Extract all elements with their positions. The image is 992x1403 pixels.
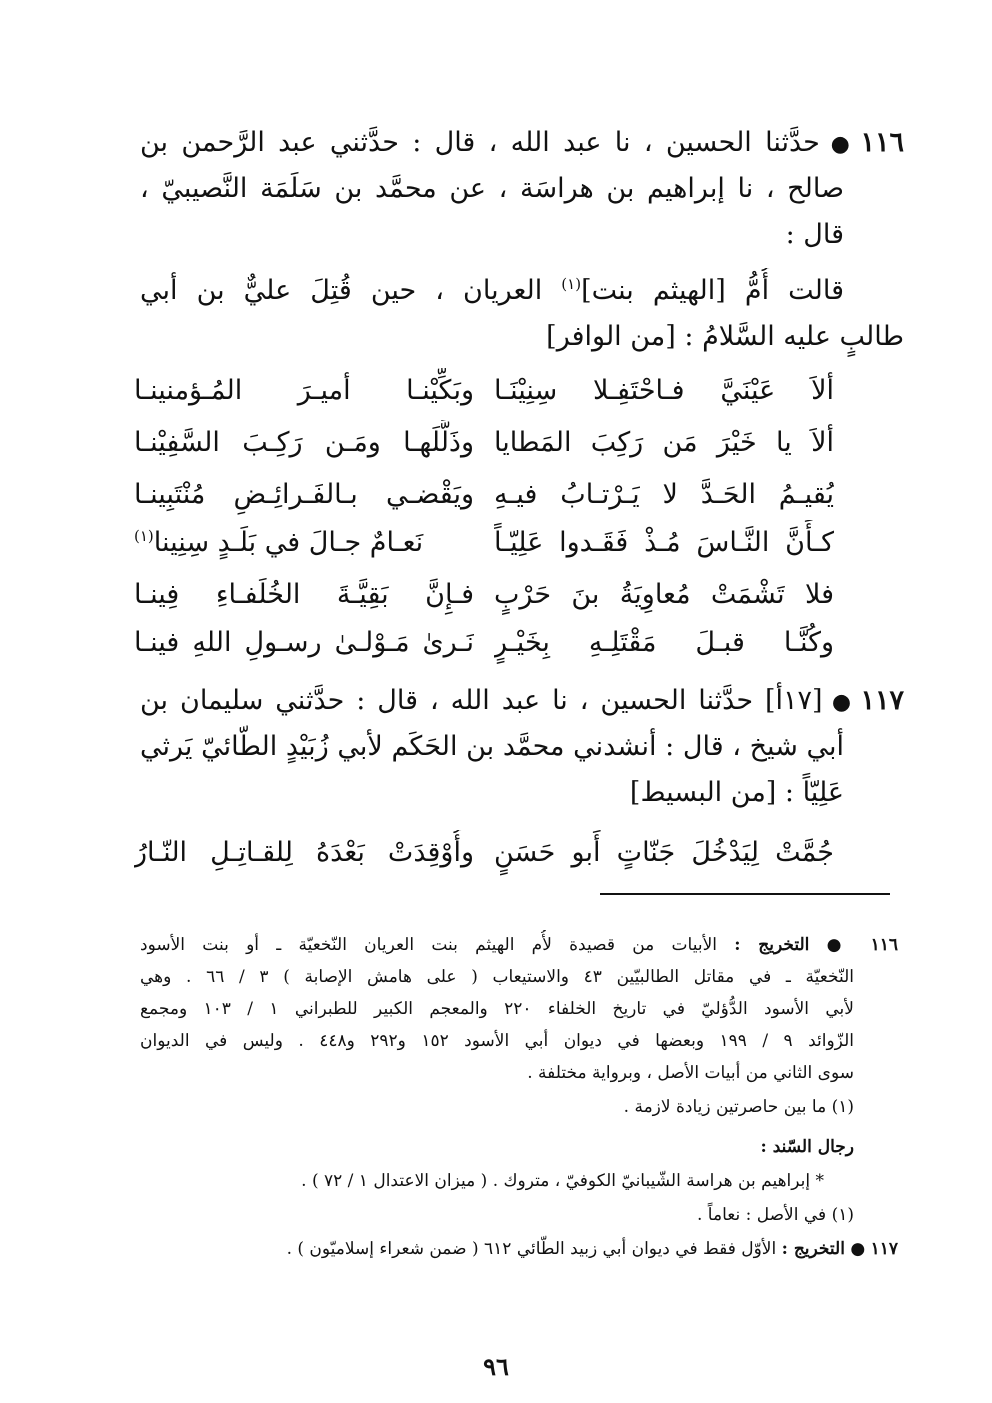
verse-4-footnote-ref: (١) — [134, 527, 154, 545]
bullet-icon: ● — [825, 132, 855, 157]
footnote-116-number: ١١٦ — [870, 935, 898, 955]
footnote-116-line-2: النّخعيّة ـ في مقاتل الطالبيّين ٤٣ والاستيعاب ( على هامش الإصابة ) ٣ / ٦٦ . وهي — [140, 967, 854, 987]
entry-117-folio: [١٧أ] — [764, 685, 823, 716]
entry-116-text-1: حدَّثنا الحسين ، نا عبد الله ، قال : حدَّثني عبد الرَّحمن بن — [140, 127, 820, 158]
rijal-label: رجال السّند : — [760, 1137, 854, 1157]
footnote-116-line-5: سوى الثاني من أبيات الأصل ، وبرواية مختلفة . — [527, 1063, 854, 1083]
verse-5-second-hemistich: فـإِنَّ بَقِيَّـةَ الخُلَفـاءِ فِينـا — [134, 579, 474, 610]
verse-4-second-hemistich — [134, 520, 474, 566]
verse-6-second-hemistich: نَـرىٰ مَـوْلـىٰ رسـولِ اللهِ فينـا — [134, 627, 474, 658]
verse-3 — [134, 472, 834, 518]
bullet-icon: ● — [826, 935, 854, 955]
entry-117-number: ١١٧ — [860, 685, 904, 716]
footnote-divider — [600, 893, 890, 895]
footnote-116-text-1: الأبيات من قصيدة لأُم الهيثم بنت العريان النّخعيّة ـ أو بنت الأسود — [140, 935, 735, 955]
footnote-116-note-1: (١) ما بين حاصرتين زيادة لازمة . — [623, 1097, 854, 1117]
entry-117 — [140, 678, 904, 816]
footnote-116-line-1 — [140, 930, 898, 960]
verse-5-first-hemistich: فلا تَشْمَتْ مُعاوِيَةُ بنَ حَرْبٍ — [494, 579, 834, 610]
entry-117-text-1: حدَّثنا الحسين ، نا عبد الله ، قال : حدَّثني سليمان بن — [140, 685, 754, 716]
verse-2-first-hemistich: ألاَ يا خَيْرَ مَن رَكِبَ المَطايا — [494, 427, 834, 458]
verse-4-first-hemistich: كـأَنَّ النَّـاسَ مُـذْ فَقَـدوا عَلِيّـاً — [494, 527, 834, 558]
verse-3-second-hemistich: ويَقْضـي بـالفَـرائِـضِ مُنْتَبِينـا — [134, 479, 474, 510]
intro-line-1-a: قالت أُمُّ [الهيثم بنت] — [581, 275, 844, 306]
entry-117-line-1 — [140, 678, 904, 724]
entry-116 — [140, 120, 904, 258]
footnote-116-line-4: الزّوائد ٩ / ١٩٩ وبعضها في ديوان أبي الأسود ١٥٢ و٢٩٢ و٤٤٨ . وليس في الديوان — [140, 1031, 854, 1051]
entry-116-intro — [140, 268, 904, 360]
entry-116-number: ١١٦ — [860, 127, 904, 158]
entry-116-line-2: صالح ، نا إبراهيم بن هراسَة ، عن محمَّد بن سَلَمَة النَّصيبيّ ، — [140, 173, 844, 204]
verse-1-first-hemistich: ألاَ عَيْنَيَّ فـاحْتَفِـلا سِنِيْنَـا — [494, 375, 834, 406]
bullet-icon: ● — [850, 1239, 866, 1259]
verse-117-first-hemistich: جُمَّتْ لِيَدْخُلَ جَنّاتٍ أَبو حَسَنٍ — [494, 837, 834, 868]
verse-1 — [134, 368, 834, 414]
verse-2-second-hemistich: وذَلَّلَهـا ومَـن رَكِـبَ السَّفِيْنـا — [134, 427, 474, 458]
footnote-117 — [140, 1234, 898, 1264]
footnote-117-label: التخريج : — [781, 1239, 845, 1259]
verse-3-first-hemistich: يُقيـمُ الحَـدَّ لا يَـرْتـابُ فيـهِ — [494, 479, 834, 510]
verse-1-second-hemistich: وبَكِّيْنـا أميـرَ المُـؤمنينـا — [134, 375, 474, 406]
footnote-117-text: الأوّل فقط في ديوان أبي زبيد الطّائي ٦١٢ ( ضمن شعراء إسلاميّون ) . — [286, 1239, 782, 1259]
entry-116-line-3: قال : — [785, 219, 844, 250]
entry-117-line-2: أبي شيخ ، قال : أنشدني محمَّد بن الحَكَم لأبي زُبَيْدٍ الطّائيّ يَرثي — [140, 731, 844, 762]
entry-117-line-3: عَلِيّاً : [من البسيط] — [629, 777, 844, 808]
intro-line-1-b: العريان ، حين قُتِلَ عليٌّ بن أبي — [140, 275, 562, 306]
verse-4-second-text: نَعـامٌ جـالَ في بَلَـدٍ سِنِينا — [153, 527, 424, 558]
verse-4 — [134, 520, 834, 566]
intro-line-2: طالبٍ عليه السَّلامُ : [من الوافر] — [546, 321, 904, 352]
rijal-item: * إبراهيم بن هراسة الشّيبانيّ الكوفيّ ، متروك . ( ميزان الاعتدال ١ / ٧٢ ) . — [301, 1171, 824, 1191]
entry-116-line-1 — [140, 120, 904, 166]
footnote-ref: (١) — [561, 275, 582, 293]
page-number: ٩٦ — [483, 1352, 509, 1381]
verse-117 — [134, 830, 834, 876]
intro-line-1 — [140, 268, 844, 314]
verse-117-second-hemistich: وأُوْقِدَتْ بَعْدَهُ لِلقـاتِـلِ النّـارُ — [134, 837, 474, 868]
bullet-icon: ● — [828, 690, 855, 715]
footnote-116-line-3: لأبي الأسود الدُّؤليّ في تاريخ الخلفاء ٢٢٠ والمعجم الكبير للطبراني ١ / ١٠٣ ومجمع — [140, 999, 854, 1019]
verse-6-first-hemistich: وكُنَّـا قبـلَ مَقْتَلِـهِ بِخَيْـرٍ — [494, 627, 834, 658]
verse-5 — [134, 572, 834, 618]
footnote-116-note-2: (١) في الأصل : نعاماً . — [697, 1205, 854, 1225]
footnote-117-number: ١١٧ — [870, 1239, 898, 1259]
verse-2 — [134, 420, 834, 466]
verse-6 — [134, 620, 834, 666]
footnote-116-label: التخريج : — [734, 935, 810, 955]
